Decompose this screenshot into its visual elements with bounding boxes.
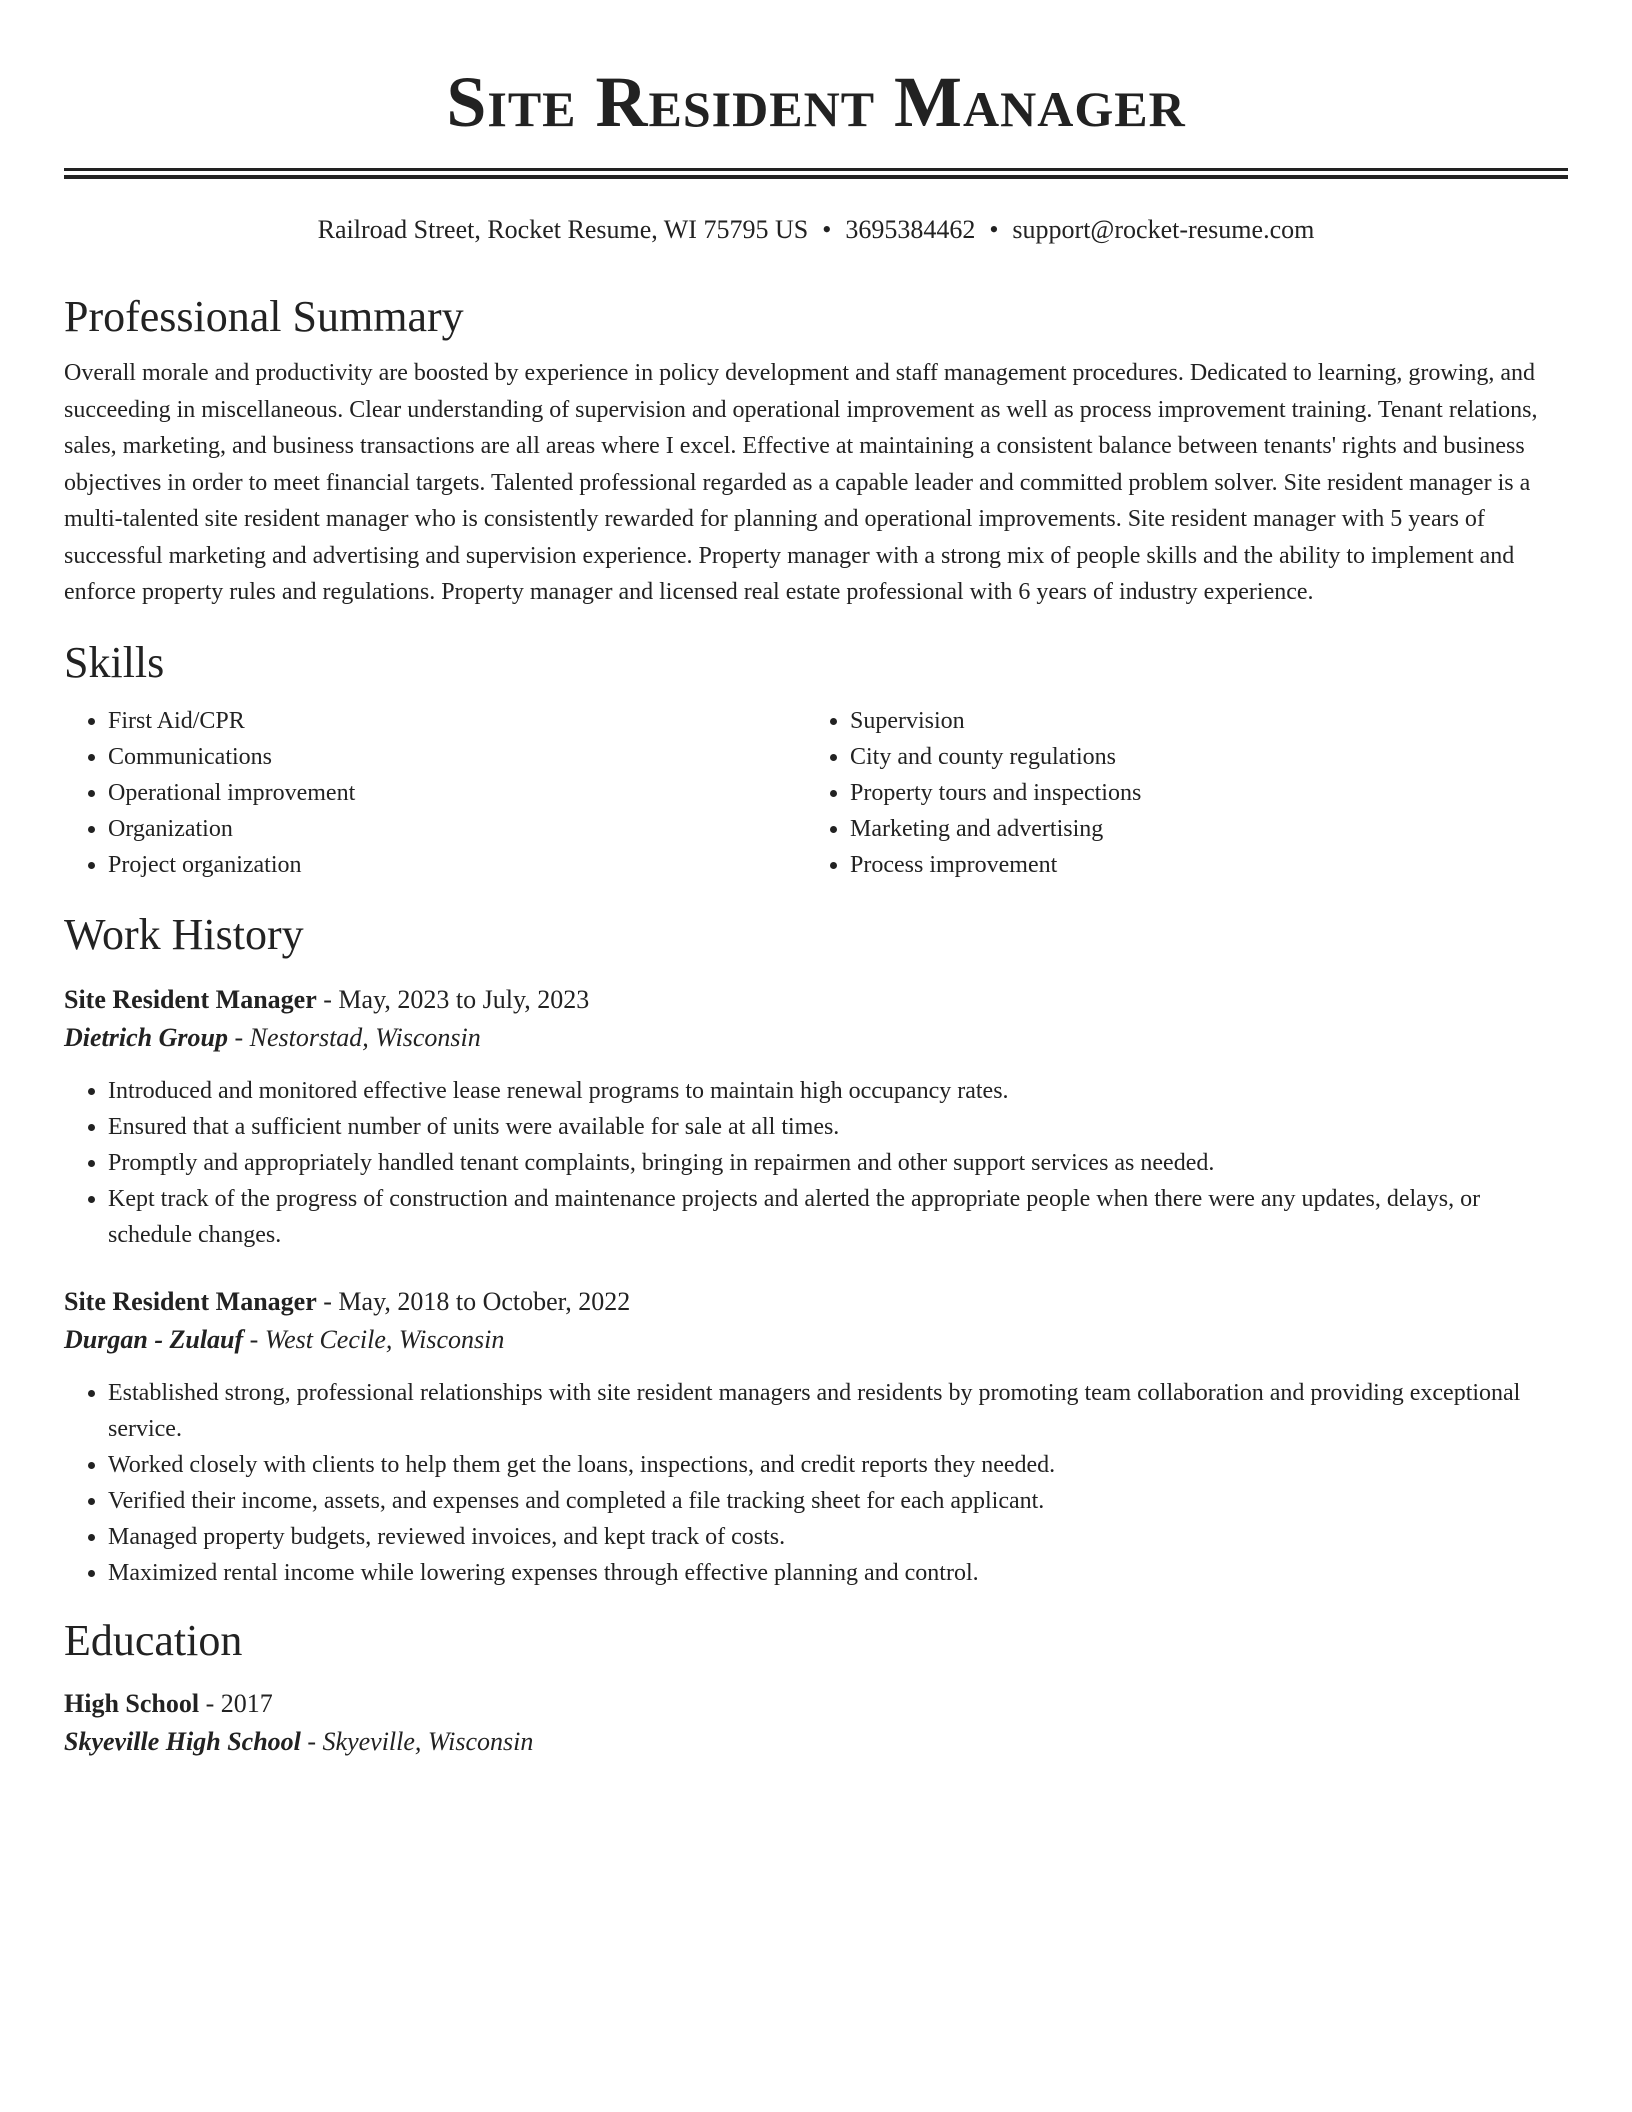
contact-email: support@rocket-resume.com	[1012, 215, 1315, 244]
job-location: - West Cecile, Wisconsin	[249, 1324, 505, 1354]
summary-heading: Professional Summary	[64, 292, 464, 341]
education-heading: Education	[64, 1615, 243, 1665]
contact-address: Railroad Street, Rocket Resume, WI 75795 US	[317, 215, 809, 244]
job-employer-line	[64, 1321, 1568, 1359]
job-company: Dietrich Group	[64, 1022, 228, 1052]
job-bullet: • Managed property budgets, reviewed invoices, and kept track of costs.	[108, 1519, 1568, 1555]
skill-item: • Marketing and advertising	[850, 811, 1566, 847]
skill-item: • City and county regulations	[850, 739, 1566, 775]
job-bullets	[64, 1375, 1568, 1591]
education-header	[64, 1685, 1568, 1723]
contact-line	[64, 213, 1568, 247]
job-header	[64, 981, 1568, 1019]
contact-separator: •	[989, 215, 999, 244]
skill-item: • Project organization	[108, 847, 806, 883]
job-location: - Nestorstad, Wisconsin	[234, 1022, 481, 1052]
contact-phone: 3695384462	[845, 215, 976, 244]
skills-list	[64, 703, 1568, 883]
education-year: - 2017	[205, 1688, 273, 1718]
skills-column-right	[806, 703, 1566, 883]
job-bullet: • Introduced and monitored effective lease renewal programs to maintain high occupancy rates.	[108, 1073, 1568, 1109]
skill-item: • Communications	[108, 739, 806, 775]
candidate-name: Site Resident Manager	[446, 62, 1186, 142]
education-school-line	[64, 1723, 1568, 1761]
job-bullet: • Worked closely with clients to help them get the loans, inspections, and credit reports they needed.	[108, 1447, 1568, 1483]
header-divider	[64, 168, 1568, 179]
skills-column-left	[64, 703, 806, 883]
job-employer-line	[64, 1019, 1568, 1057]
job-entry	[64, 981, 1568, 1253]
job-dates: - May, 2023 to July, 2023	[323, 984, 590, 1014]
job-bullet: • Established strong, professional relationships with site resident managers and residents by promoting team collaboration and providing exceptional service.	[108, 1375, 1568, 1447]
job-bullet: • Promptly and appropriately handled tenant complaints, bringing in repairmen and other support services as needed.	[108, 1145, 1568, 1181]
skill-item: • Process improvement	[850, 847, 1566, 883]
education-entry	[64, 1685, 1568, 1761]
job-bullet: • Ensured that a sufficient number of units were available for sale at all times.	[108, 1109, 1568, 1145]
skills-heading: Skills	[64, 637, 165, 687]
job-title: Site Resident Manager	[64, 984, 317, 1014]
job-dates: - May, 2018 to October, 2022	[323, 1286, 631, 1316]
skill-item: • Organization	[108, 811, 806, 847]
skill-item: • Supervision	[850, 703, 1566, 739]
job-company: Durgan - Zulauf	[64, 1324, 244, 1354]
job-title: Site Resident Manager	[64, 1286, 317, 1316]
work-history-heading: Work History	[64, 909, 304, 959]
job-bullets	[64, 1073, 1568, 1253]
education-location: - Skyeville, Wisconsin	[307, 1726, 534, 1756]
job-bullet: • Verified their income, assets, and expenses and completed a file tracking sheet for each applicant.	[108, 1483, 1568, 1519]
skill-item: • Property tours and inspections	[850, 775, 1566, 811]
summary-text: Overall morale and productivity are boosted by experience in policy development and staff management procedures. Dedicated to learning, growing, and succeeding in miscellaneous. Clear understanding of supervision and operational improvement as well as process improvement training. Tenant relations, sales, marketing, and business transactions are all areas where I excel. Effective at maintaining a consistent balance between tenants' rights and business objectives in order to meet financial targets. Talented professional regarded as a capable leader and committed problem solver. Site resident manager is a multi-talented site resident manager who is consistently rewarded for planning and operational improvements. Site resident manager with 5 years of successful marketing and advertising and supervision experience. Property manager with a strong mix of people skills and the ability to implement and enforce property rules and regulations. Property manager and licensed real estate professional with 6 years of industry experience.	[64, 360, 1538, 605]
skill-item: • Operational improvement	[108, 775, 806, 811]
job-header	[64, 1283, 1568, 1321]
job-entry	[64, 1283, 1568, 1591]
job-bullet: • Kept track of the progress of construction and maintenance projects and alerted the appropriate people when there were any updates, delays, or schedule changes.	[108, 1181, 1568, 1253]
job-bullet: • Maximized rental income while lowering expenses through effective planning and control.	[108, 1555, 1568, 1591]
education-degree: High School	[64, 1688, 200, 1718]
education-school: Skyeville High School	[64, 1726, 301, 1756]
skill-item: • First Aid/CPR	[108, 703, 806, 739]
contact-separator: •	[822, 215, 832, 244]
